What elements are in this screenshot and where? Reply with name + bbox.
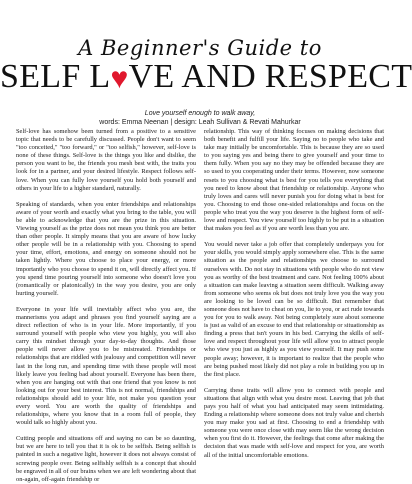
paragraph: Cutting people and situations off and saying no can be so daunting, but we are here to tell you that it is ok to be selfish. Being selfish is painted in such a negative light, however it does not always consist of screwing people over. Being selfishly selfish is a concept that should be engraved in all of our brains when we are left wondering about that on-again, off-again friendship or bbox=[16, 435, 196, 483]
paragraph: relationship. This way of thinking focuses on making decisions that both benefit and fulfill your life. Saying no to people who take and take may initially be uncomfortable. This is because they are so used to you saying yes and being there to give yourself and your time to them fully. When you say no they may be offended because they are so used to you cooperating under their terms. However, now someone resets to you choosing what is best for you tells you everything that you need to know about that friendship or relationship. Anyone who truly loves and cares will never punish you for doing what is best for you. Choosing to end those one-sided relationships and focus on the people who treat you the way you deserve is the highest form of self-love and respect. You view yourself too highly to be put in a situation that makes you feel as if you are worth less than you are. bbox=[204, 128, 384, 233]
paragraph: Everyone in your life will inevitably affect who you are, the mannerisms you adapt and phrases you find yourself saying are a direct reflection of who is in your life. More importantly, if you surround yourself with people who view you highly, you will also carry this mindset through your day-to-day thoughts. And those people will never allow you to be mistreated. Friendships or relationships that are riddled with jealousy and competition will never last in the long run, and spending time with these people will most likely leave you feeling bad about yourself. Everyone has been there, when you are hanging out with that one friend that you know is not looking out for your best interest. This is not normal, friendships and relationships should add to your life, not make you question your every word. You are worth the quality of friendships and relationships, where you know that in a room full of people, they would talk so highly about you. bbox=[16, 305, 196, 427]
paragraph: Self-love has somehow been turned from a positive to a sensitive topic that needs to be carefully discussed. People don't want to seem "too conceited," "too forward," or "too selfish," however, self-love is none of these things. Self-love is the things you like and dislike, the person you want to be, the friends you mesh best with, the traits you look for in a partner, and your desired lifestyle. Respect follows self-love. When you can fully love yourself you hold both yourself and others in your life to a higher standard, naturally. bbox=[16, 128, 196, 192]
paragraph: Carrying these traits will allow you to connect with people and situations that align with what you desire most. Leaving that job that pays you half of what you had anticipated may seem intimidating. Ending a relationship where someone does not truly value and cherish you may make you sad at first. Choosing to end a friendship with someone you were once close with may seem like the wrong decision when you first do it. However, the feelings that come after making the decision that was made with self-love and respect for you, are worth all of the initial uncomfortable emotions. bbox=[204, 386, 384, 459]
tagline: Love yourself enough to walk away, bbox=[144, 110, 256, 117]
article-body bbox=[16, 128, 384, 483]
page-title bbox=[0, 58, 412, 97]
title-part-1: SELF L bbox=[0, 58, 111, 95]
paragraph: You would never take a job offer that completely underpays you for your skills, you would simply apply somewhere else. This is the same situation as the people and relationships we choose to surround ourselves with. Do not stay in situations with people who do not view you as worthy of the best treatment and care. Not feeling 100% about a situation can make leaving a situation seem difficult. Walking away from someone who seems ok but does not truly love you the way you are looking to be loved can be so difficult. But remember that someone does not have to cheat on you, lie to you, or act rude towards you for you to walk away. Not being completely sure about someone is just as valid of an excuse to end that relationship or situationship as finding a press that isn't yours in his bed. Carrying the skills of self-love and respect throughout your life will allow you to attract people who view you just as highly as you view yourself. It may push some people away; however, it is important to realize that the people who are being pushed most likely did not play a role in building you up in the first place. bbox=[204, 241, 384, 378]
byline bbox=[0, 109, 400, 127]
left-column bbox=[16, 128, 196, 483]
right-column bbox=[204, 128, 384, 478]
heart-icon: ♥ bbox=[110, 62, 129, 95]
script-subtitle: A Beginner's Guide to bbox=[78, 36, 322, 60]
title-part-2: VE AND RESPECT bbox=[128, 58, 412, 95]
paragraph: Speaking of standards, when you enter friendships and relationships aware of your worth and exactly what you bring to the table, you will be able to acknowledge that you are the prize in this situation. Viewing yourself as the prize does not mean you think you are better than other people. It simply means that you are aware of how lucky other people will be in a relationship with you. Choosing to spend your time, effort, emotions, and energy on someone should not be taken lightly. Where you choose to place your energy, or more importantly who you choose to spend it on, will directly affect you. If you spend time pouring yourself into someone who doesn't love you (romantically or platonically) in the way you desire, you are only hurting yourself. bbox=[16, 200, 196, 297]
credits: words: Emma Neenan | design: Leah Sullivan & Revati Mahurkar bbox=[99, 119, 301, 126]
